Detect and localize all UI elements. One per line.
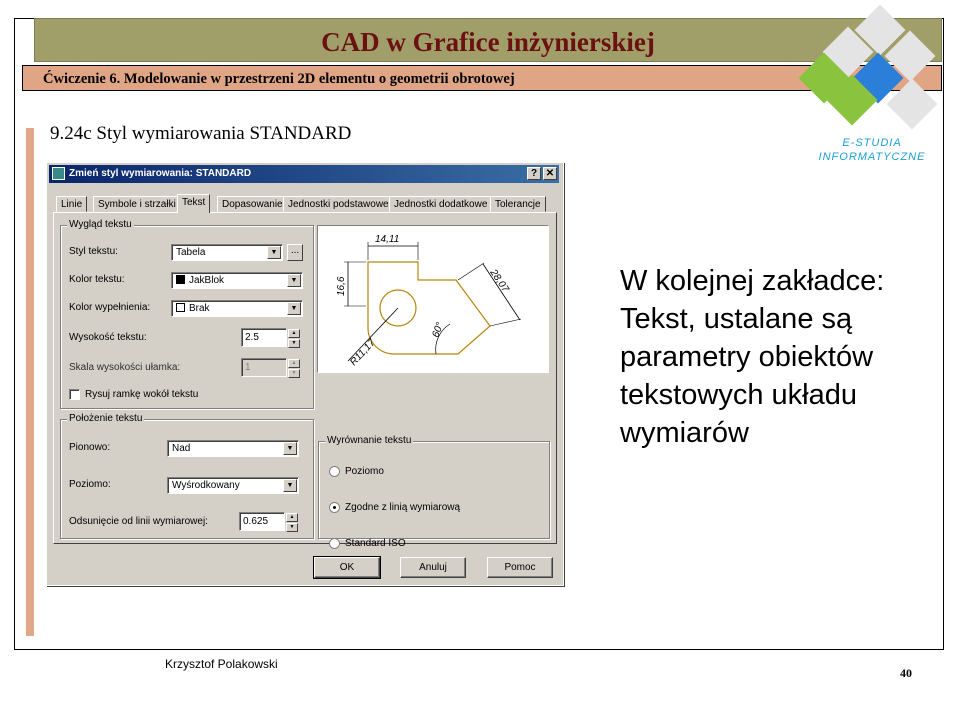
page-number: 40 <box>900 666 912 680</box>
draw-frame-label: Rysuj ramkę wokół tekstu <box>85 389 199 400</box>
section-heading: 9.24c Styl wymiarowania STANDARD <box>50 123 352 144</box>
preview-drawing <box>318 226 548 372</box>
spin-up-icon[interactable]: ▲ <box>286 513 298 522</box>
text-style-label: Styl tekstu: <box>69 246 118 257</box>
dimension-style-dialog <box>46 162 564 586</box>
text-height-value: 2.5 <box>245 332 259 343</box>
dimension-preview <box>317 225 549 373</box>
slide-title: CAD w Grafice inżynierskiej <box>321 27 655 57</box>
offset-input[interactable] <box>239 512 295 531</box>
dim-radius-label: R11,17 <box>348 337 378 369</box>
help-title-button[interactable]: ? <box>527 167 541 180</box>
align-dimline-radio[interactable] <box>329 502 340 513</box>
vertical-value: Nad <box>172 443 191 454</box>
vertical-select[interactable] <box>167 440 299 457</box>
left-accent-bar <box>26 128 34 636</box>
align-iso-radio[interactable] <box>329 538 340 549</box>
tab-dopasowanie[interactable]: Dopasowanie <box>217 196 288 212</box>
dialog-title: Zmień styl wymiarowania: STANDARD <box>69 168 252 179</box>
text-placement-group <box>60 413 314 539</box>
cancel-button[interactable]: Anuluj <box>400 557 466 578</box>
logo-text <box>812 136 932 164</box>
align-horizontal-radio[interactable] <box>329 466 340 477</box>
text-color-value: JakBlok <box>189 275 225 286</box>
chevron-down-icon[interactable]: ▼ <box>283 442 297 455</box>
tab-jednostki-dodatkowe[interactable]: Jednostki dodatkowe <box>389 196 492 212</box>
dim-top-label: 14,11 <box>375 234 400 245</box>
spin-down-icon[interactable]: ▼ <box>288 369 300 378</box>
fill-color-label: Kolor wypełnienia: <box>69 302 151 313</box>
tab-symbole[interactable]: Symbole i strzałki <box>93 196 181 212</box>
app-icon <box>52 167 65 180</box>
dim-right-label: 28,07 <box>487 267 511 295</box>
text-appearance-group <box>60 219 314 409</box>
logo-line-1: E-STUDIA <box>842 137 902 149</box>
e-studia-logo <box>800 4 950 124</box>
fraction-scale-label: Skala wysokości ułamka: <box>69 362 181 373</box>
offset-value: 0.625 <box>243 516 269 527</box>
description-text: W kolejnej zakładce: Tekst, ustalane są parametry obiektów tekstowych układu wymiarów <box>620 265 885 449</box>
text-style-value: Tabela <box>176 247 206 258</box>
group-label-alignment: Wyrównanie tekstu <box>327 435 412 446</box>
chevron-down-icon[interactable]: ▼ <box>287 274 301 287</box>
text-color-label: Kolor tekstu: <box>69 274 125 285</box>
fill-color-select[interactable] <box>171 300 303 317</box>
dialog-titlebar[interactable] <box>49 165 559 183</box>
spin-up-icon[interactable]: ▲ <box>288 359 300 368</box>
chevron-down-icon[interactable]: ▼ <box>287 302 301 315</box>
fraction-scale-input[interactable] <box>241 358 297 377</box>
dim-left-label: 16,6 <box>336 276 347 296</box>
horizontal-select[interactable] <box>167 477 299 494</box>
draw-frame-checkbox[interactable] <box>69 389 80 400</box>
group-label-placement: Położenie tekstu <box>69 413 143 424</box>
color-swatch-icon <box>176 303 185 312</box>
logo-line-2: INFORMATYCZNE <box>818 151 926 163</box>
browse-style-button[interactable]: ... <box>287 244 303 261</box>
chevron-down-icon[interactable]: ▼ <box>267 246 281 259</box>
help-button[interactable]: Pomoc <box>487 557 553 578</box>
fill-color-value: Brak <box>189 303 210 314</box>
spin-down-icon[interactable]: ▼ <box>286 523 298 532</box>
tab-panel-tekst <box>53 212 557 549</box>
tab-jednostki-podstawowe[interactable]: Jednostki podstawowe <box>283 196 394 212</box>
text-color-select[interactable] <box>171 272 303 289</box>
text-alignment-group <box>318 435 550 549</box>
vertical-label: Pionowo: <box>69 442 111 453</box>
align-dimline-label: Zgodne z linią wymiarową <box>345 502 461 513</box>
offset-label: Odsunięcie od linii wymiarowej: <box>69 516 208 527</box>
horizontal-value: Wyśrodkowany <box>172 480 240 491</box>
tab-linie[interactable]: Linie <box>56 196 87 212</box>
tab-tolerancje[interactable]: Tolerancje <box>490 196 546 212</box>
footer-author: Krzysztof Polakowski <box>165 657 278 671</box>
text-height-input[interactable] <box>241 328 297 347</box>
color-swatch-icon <box>176 275 185 284</box>
ok-button[interactable]: OK <box>314 557 380 578</box>
text-height-label: Wysokość tekstu: <box>69 332 147 343</box>
spin-down-icon[interactable]: ▼ <box>288 339 300 348</box>
fraction-scale-value: 1 <box>245 362 251 373</box>
text-style-select[interactable] <box>171 244 283 261</box>
horizontal-label: Poziomo: <box>69 479 111 490</box>
dim-angle-label: 60° <box>430 321 446 340</box>
slide-subtitle: Ćwiczenie 6. Modelowanie w przestrzeni 2D elementu o geometrii obrotowej <box>43 71 515 87</box>
align-horizontal-label: Poziomo <box>345 466 384 477</box>
spin-up-icon[interactable]: ▲ <box>288 329 300 338</box>
align-iso-label: Standard ISO <box>345 538 406 549</box>
tab-tekst[interactable]: Tekst <box>177 194 210 213</box>
chevron-down-icon[interactable]: ▼ <box>283 479 297 492</box>
group-label-appearance: Wygląd tekstu <box>69 219 132 230</box>
close-button[interactable]: ✕ <box>543 167 557 180</box>
